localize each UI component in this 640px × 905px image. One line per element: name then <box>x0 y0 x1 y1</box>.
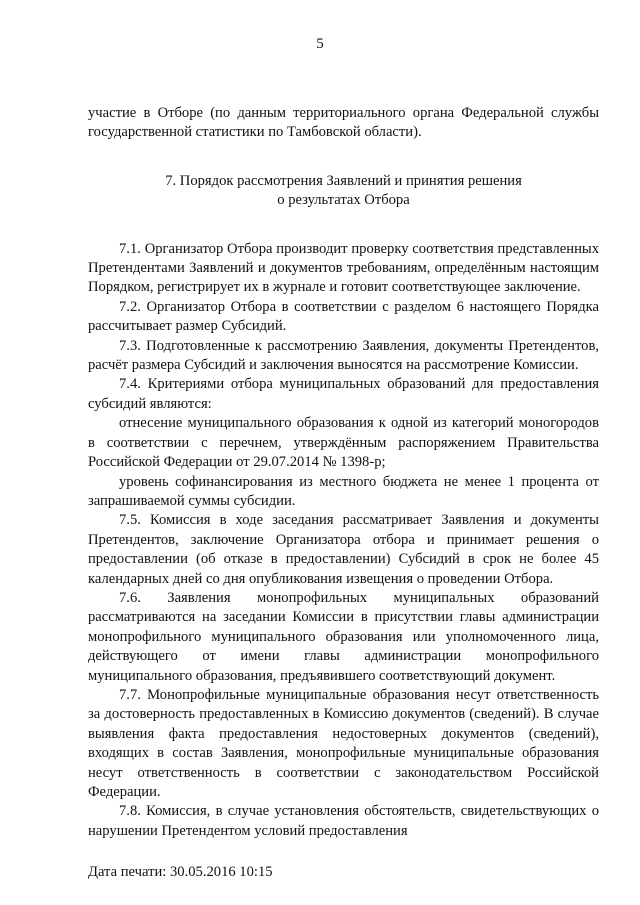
intro-paragraph: участие в Отборе (по данным территориального органа Федеральной службы государственной статистики по Тамбовской области). <box>88 105 599 141</box>
criterion-cofinancing: уровень софинансирования из местного бюджета не менее 1 процента от запрашиваемой суммы субсидии. <box>88 473 599 509</box>
criterion-monotown-category: отнесение муниципального образования к одной из категорий моногородов в соответствии с перечнем, утверждённым распоряжением Правительства Российской Федерации от 29.07.2014 № 1398-р; <box>88 415 599 471</box>
print-date: Дата печати: 30.05.2016 10:15 <box>88 864 273 880</box>
paragraph-7-6: 7.6. Заявления монопрофильных муниципальных образований рассматриваются на заседании Комиссии в присутствии главы администрации монопрофильного муниципального образования или уполномоченного лица, действующего от имени главы администрации монопрофильного муниципального образования, предъявившего соответствующий документ. <box>88 589 599 684</box>
paragraph-7-1: 7.1. Организатор Отбора производит проверку соответствия представленных Претендентами Заявлений и документов требованиям, определённым настоящим Порядком, регистрирует их в журнале и готовит соответствующее заключение. <box>88 240 599 296</box>
paragraph-7-2: 7.2. Организатор Отбора в соответствии с разделом 6 настоящего Порядка рассчитывает размер Субсидий. <box>88 298 599 335</box>
paragraph-7-8: 7.8. Комиссия, в случае установления обстоятельств, свидетельствующих о нарушении Претендентом условий предоставления <box>88 803 599 839</box>
paragraph-7-3: 7.3. Подготовленные к рассмотрению Заявления, документы Претендентов, расчёт размера Субсидий и заключения выносятся на рассмотрение Комиссии. <box>88 337 599 374</box>
paragraph-7-4: 7.4. Критериями отбора муниципальных образований для предоставления субсидий являются: <box>88 376 599 412</box>
section-title <box>88 172 599 211</box>
document-body <box>88 104 599 841</box>
paragraph-7-5: 7.5. Комиссия в ходе заседания рассматривает Заявления и документы Претендентов, заключение Организатора отбора и принимает решения о предоставлении (об отказе в предоставлении) Субсидий в срок не более 45 календарных дней со дня опубликования извещения о проведении Отбора. <box>88 512 599 587</box>
section-title-line-1: 7. Порядок рассмотрения Заявлений и принятия решения <box>165 172 522 189</box>
paragraph-7-7: 7.7. Монопрофильные муниципальные образования несут ответственность за достоверность предоставленных в Комиссию документов (сведений). В случае выявления факта предоставления недостоверных документов (сведений), входящих в состав Заявления, монопрофильные муниципальные образования несут ответственность в соответствии с законодательством Российской Федерации. <box>88 686 599 800</box>
section-title-line-2: о результатах Отбора <box>277 192 410 209</box>
page-number: 5 <box>316 36 324 52</box>
